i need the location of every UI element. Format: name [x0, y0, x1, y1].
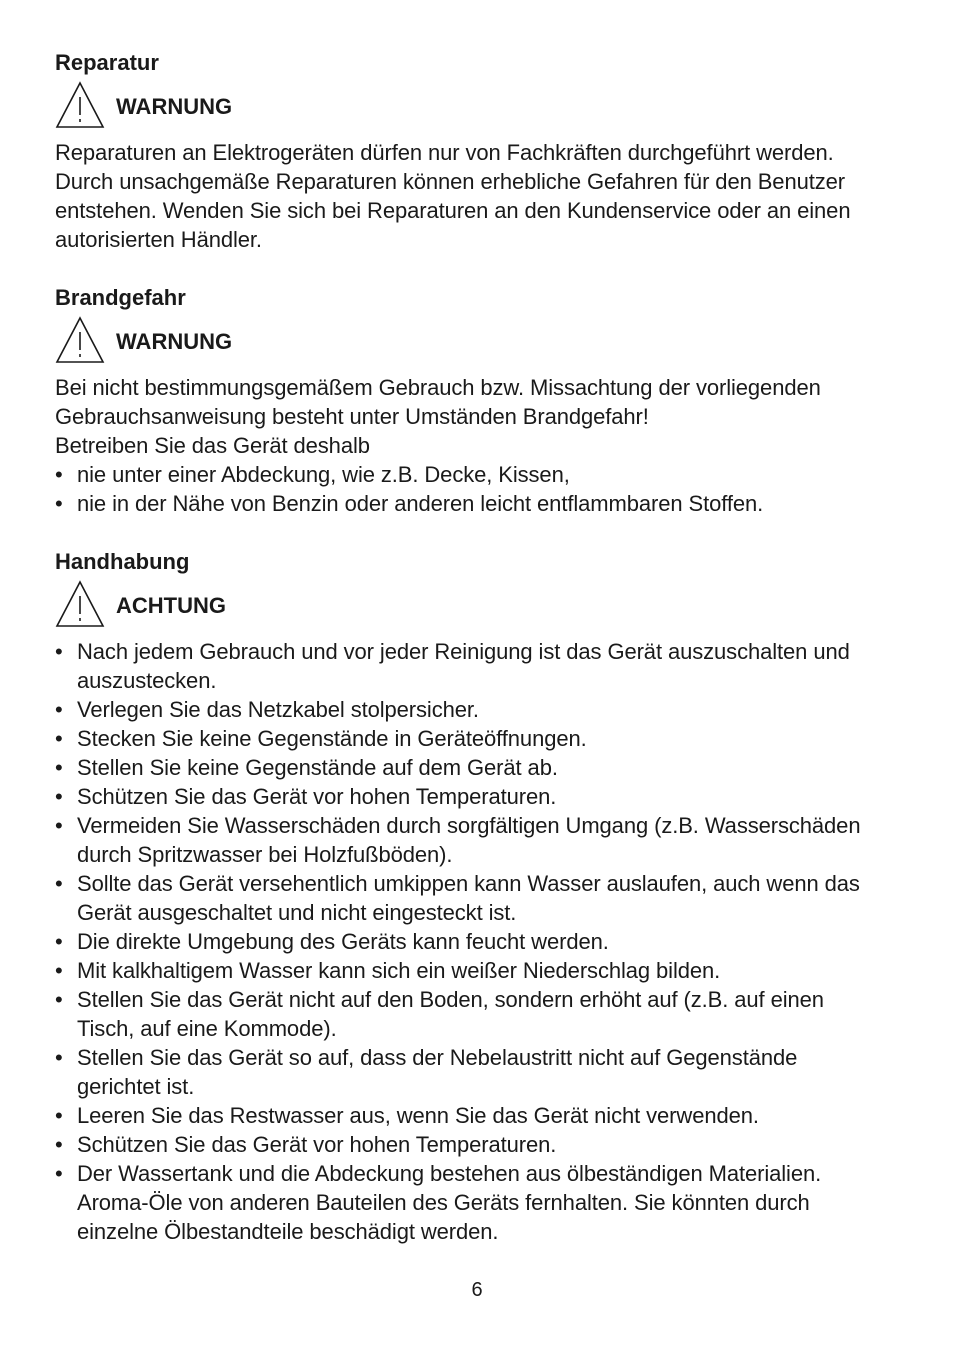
- list-item: • Mit kalkhaltigem Wasser kann sich ein weißer Niederschlag bilden.: [55, 956, 883, 985]
- list-item: • Verlegen Sie das Netzkabel stolpersicher.: [55, 695, 883, 724]
- manual-page: [55, 48, 883, 1246]
- paragraph-text: Betreiben Sie das Gerät deshalb: [55, 433, 370, 458]
- list-item: • Stellen Sie keine Gegenstände auf dem Gerät ab.: [55, 753, 883, 782]
- warning-row-brandgefahr: [55, 315, 883, 365]
- page-number: 6: [471, 1279, 483, 1301]
- paragraph-brandgefahr: [55, 373, 883, 518]
- section-title-reparatur: Reparatur: [55, 50, 159, 75]
- paragraph-text: Bei nicht bestimmungsgemäßem Gebrauch bzw. Missachtung der vorliegenden Gebrauchsanweisung besteht unter Umständen Brandgefahr!: [55, 375, 821, 429]
- warning-label: WARNUNG: [116, 94, 233, 119]
- warning-triangle-icon: [55, 316, 105, 364]
- list-item: • nie unter einer Abdeckung, wie z.B. Decke, Kissen,: [55, 460, 883, 489]
- warning-triangle-icon: [55, 580, 105, 628]
- section-title-brandgefahr: Brandgefahr: [55, 285, 186, 310]
- list-item: • Vermeiden Sie Wasserschäden durch sorgfältigen Umgang (z.B. Wasserschäden durch Spritzwasser bei Holzfußböden).: [55, 811, 883, 869]
- list-item: • Schützen Sie das Gerät vor hohen Temperaturen.: [55, 1130, 883, 1159]
- section-title-handhabung: Handhabung: [55, 549, 190, 574]
- caution-label: ACHTUNG: [116, 593, 226, 618]
- paragraph-reparatur: [55, 138, 883, 254]
- list-item: • Stellen Sie das Gerät so auf, dass der Nebelaustritt nicht auf Gegenstände gerichtet ist.: [55, 1043, 883, 1101]
- list-item: • Der Wassertank und die Abdeckung bestehen aus ölbeständigen Materialien. Aroma-Öle von anderen Bauteilen des Geräts fernhalten. Sie könnten durch einzelne Ölbestandteile beschädigt werden.: [55, 1159, 883, 1246]
- bullet-list-handhabung: [55, 637, 883, 1246]
- warning-row-handhabung: [55, 579, 883, 629]
- list-item: • Stecken Sie keine Gegenstände in Geräteöffnungen.: [55, 724, 883, 753]
- list-item: • Leeren Sie das Restwasser aus, wenn Sie das Gerät nicht verwenden.: [55, 1101, 883, 1130]
- warning-triangle-icon: [55, 81, 105, 129]
- list-item: • Stellen Sie das Gerät nicht auf den Boden, sondern erhöht auf (z.B. auf einen Tisch, auf eine Kommode).: [55, 985, 883, 1043]
- list-item: • Sollte das Gerät versehentlich umkippen kann Wasser auslaufen, auch wenn das Gerät ausgeschaltet und nicht eingesteckt ist.: [55, 869, 883, 927]
- list-item: • Schützen Sie das Gerät vor hohen Temperaturen.: [55, 782, 883, 811]
- paragraph-handhabung: [55, 637, 883, 1246]
- list-item: • nie in der Nähe von Benzin oder anderen leicht entflammbaren Stoffen.: [55, 489, 883, 518]
- warning-row-reparatur: [55, 80, 883, 130]
- warning-label: WARNUNG: [116, 329, 233, 354]
- list-item: • Die direkte Umgebung des Geräts kann feucht werden.: [55, 927, 883, 956]
- paragraph-text: Reparaturen an Elektrogeräten dürfen nur von Fachkräften durchgeführt werden. Durch unsachgemäße Reparaturen können erhebliche Gefahren für den Benutzer entstehen. Wenden Sie sich bei Reparaturen an den Kundenservice oder an einen autorisierten Händler.: [55, 140, 851, 252]
- bullet-list-brandgefahr: [55, 460, 883, 518]
- list-item: • Nach jedem Gebrauch und vor jeder Reinigung ist das Gerät auszuschalten und auszustecken.: [55, 637, 883, 695]
